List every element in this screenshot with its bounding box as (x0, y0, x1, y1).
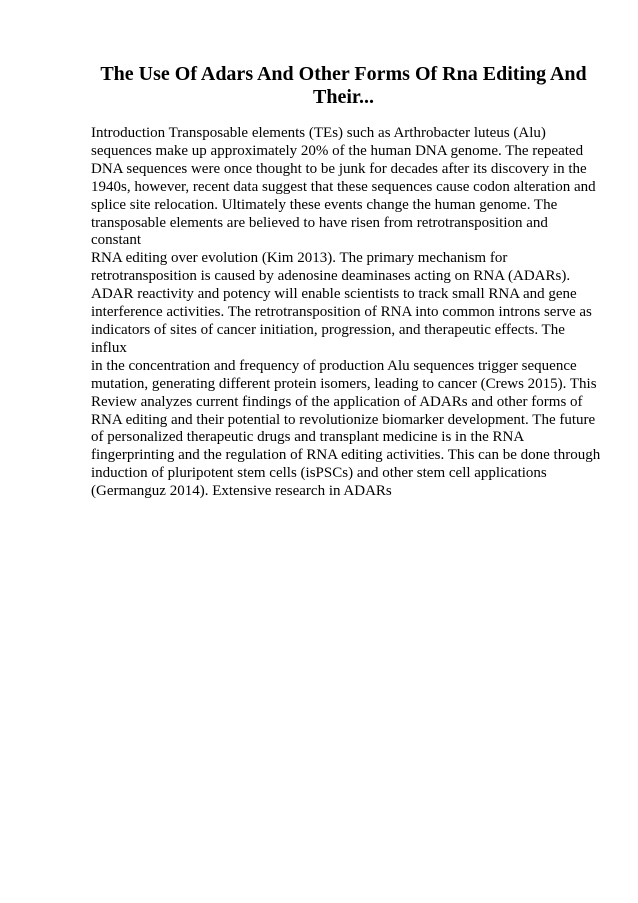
document-title: The Use Of Adars And Other Forms Of Rna Editing And Their... (100, 63, 587, 108)
document-body-text: Introduction Transposable elements (TEs) such as Arthrobacter luteus (Alu) sequences make up approximately 20% of the human DNA genome. The repeated DNA sequences were once thought to be junk for decades after its discovery in the 1940s, however, recent data suggest that these sequences cause codon alteration and splice site relocation. Ultimately these events change the human genome. The transposable elements are believed to have risen from retrotransposition and constant RNA editing over evolution (Kim 2013). The primary mechanism for retrotransposition is caused by adenosine deaminases acting on RNA (ADARs). ADAR reactivity and potency will enable scientists to track small RNA and gene interference activities. The retrotransposition of RNA into common introns serve as indicators of sites of cancer initiation, progression, and therapeutic effects. The influx in the concentration and frequency of production Alu sequences trigger sequence mutation, generating different protein isomers, leading to cancer (Crews 2015). This Review analyzes current findings of the application of ADARs and other forms of RNA editing and their potential to revolutionize biomarker development. The future of personalized therapeutic drugs and transplant medicine is in the RNA fingerprinting and the regulation of RNA editing activities. This can be done through induction of pluripotent stem cells (isPSCs) and other stem cell applications (Germanguz 2014). Extensive research in ADARs (91, 125, 601, 500)
